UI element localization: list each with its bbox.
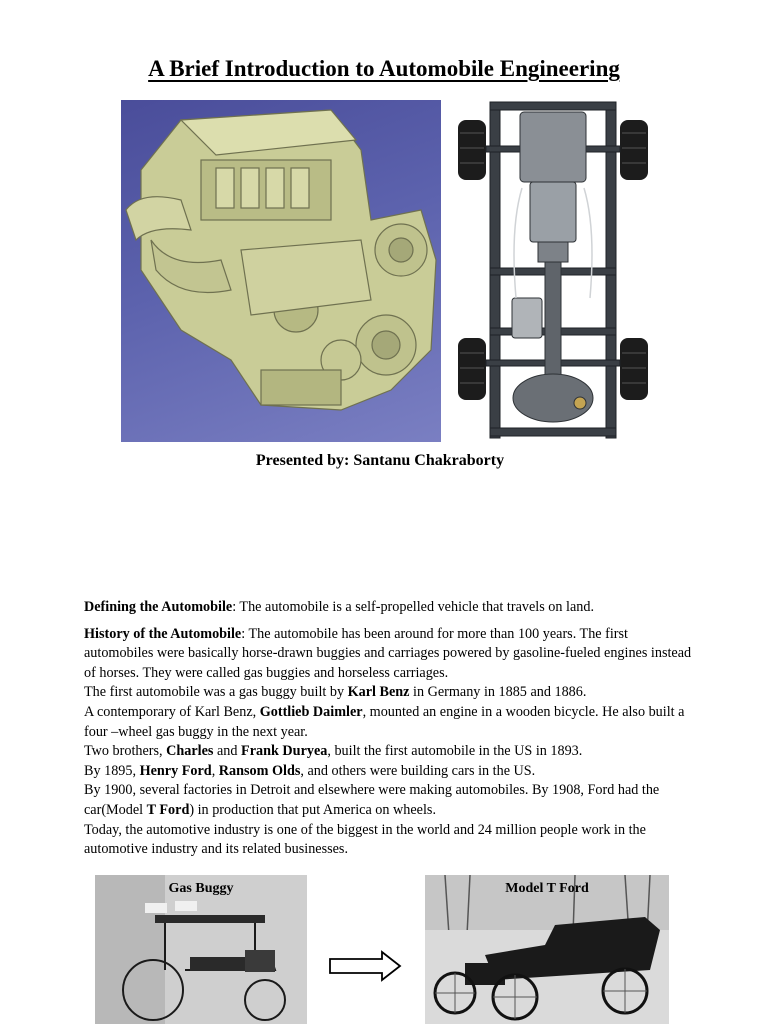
gas-buggy-caption: Gas Buggy: [168, 881, 234, 896]
right-arrow-icon: [328, 950, 404, 982]
history-intro: : The automobile has been around for more than 100 years. The first automobiles were basically horse-drawn buggies and carriages powered by gasoline-fueled engines instead of horses. They were called gas buggies and horseless carriages.: [84, 625, 692, 681]
model-t-ford-photo: [425, 875, 669, 1024]
chassis-drawing: [450, 98, 658, 444]
history-ford-olds: By 1895, Henry Ford, Ransom Olds, and others were building cars in the US.: [84, 762, 536, 779]
definition-paragraph: [84, 598, 694, 618]
body-text: [84, 598, 694, 860]
page-title: A Brief Introduction to Automobile Engineering: [148, 56, 620, 81]
definition-text: : The automobile is a self-propelled vehicle that travels on land.: [232, 599, 594, 615]
engine-drawing: [121, 100, 441, 442]
history-label: History of the Automobile: [84, 625, 242, 642]
karl-benz: Karl Benz: [347, 684, 410, 701]
henry-ford: Henry Ford: [139, 762, 212, 779]
gottlieb-daimler: Gottlieb Daimler: [259, 703, 363, 720]
history-duryea: Two brothers, Charles and Frank Duryea, built the first automobile in the US in 1893.: [84, 743, 583, 760]
ransom-olds: Ransom Olds: [218, 762, 301, 779]
presenter-line: Presented by: Santanu Chakraborty: [255, 452, 505, 469]
history-daimler: A contemporary of Karl Benz, Gottlieb Daimler, mounted an engine in a wooden bicycle. He also built a four –wheel gas buggy in the next year.: [84, 703, 685, 740]
chassis-image: [450, 98, 658, 444]
history-today: Today, the automotive industry is one of the biggest in the world and 24 million people work in the automotive industry and its related businesses.: [84, 821, 646, 858]
definition-label: Defining the Automobile: [84, 599, 233, 615]
gas-buggy-photo: [95, 875, 307, 1024]
model-t-drawing: [425, 875, 669, 1024]
history-paragraph: [84, 625, 694, 684]
history-detroit: By 1900, several factories in Detroit and elsewhere were making automobiles. By 1908, Ford had the car(Model T Ford) in production that put America on wheels.: [84, 782, 660, 818]
engine-image: [121, 100, 441, 442]
gas-buggy-drawing: [95, 875, 307, 1024]
model-t-ford-caption: Model T Ford: [505, 881, 589, 896]
frank-duryea: Frank Duryea: [241, 743, 328, 760]
charles: Charles: [166, 743, 214, 760]
history-benz: The first automobile was a gas buggy built by Karl Benz in Germany in 1885 and 1886.: [84, 684, 587, 701]
t-ford: T Ford: [146, 801, 190, 818]
